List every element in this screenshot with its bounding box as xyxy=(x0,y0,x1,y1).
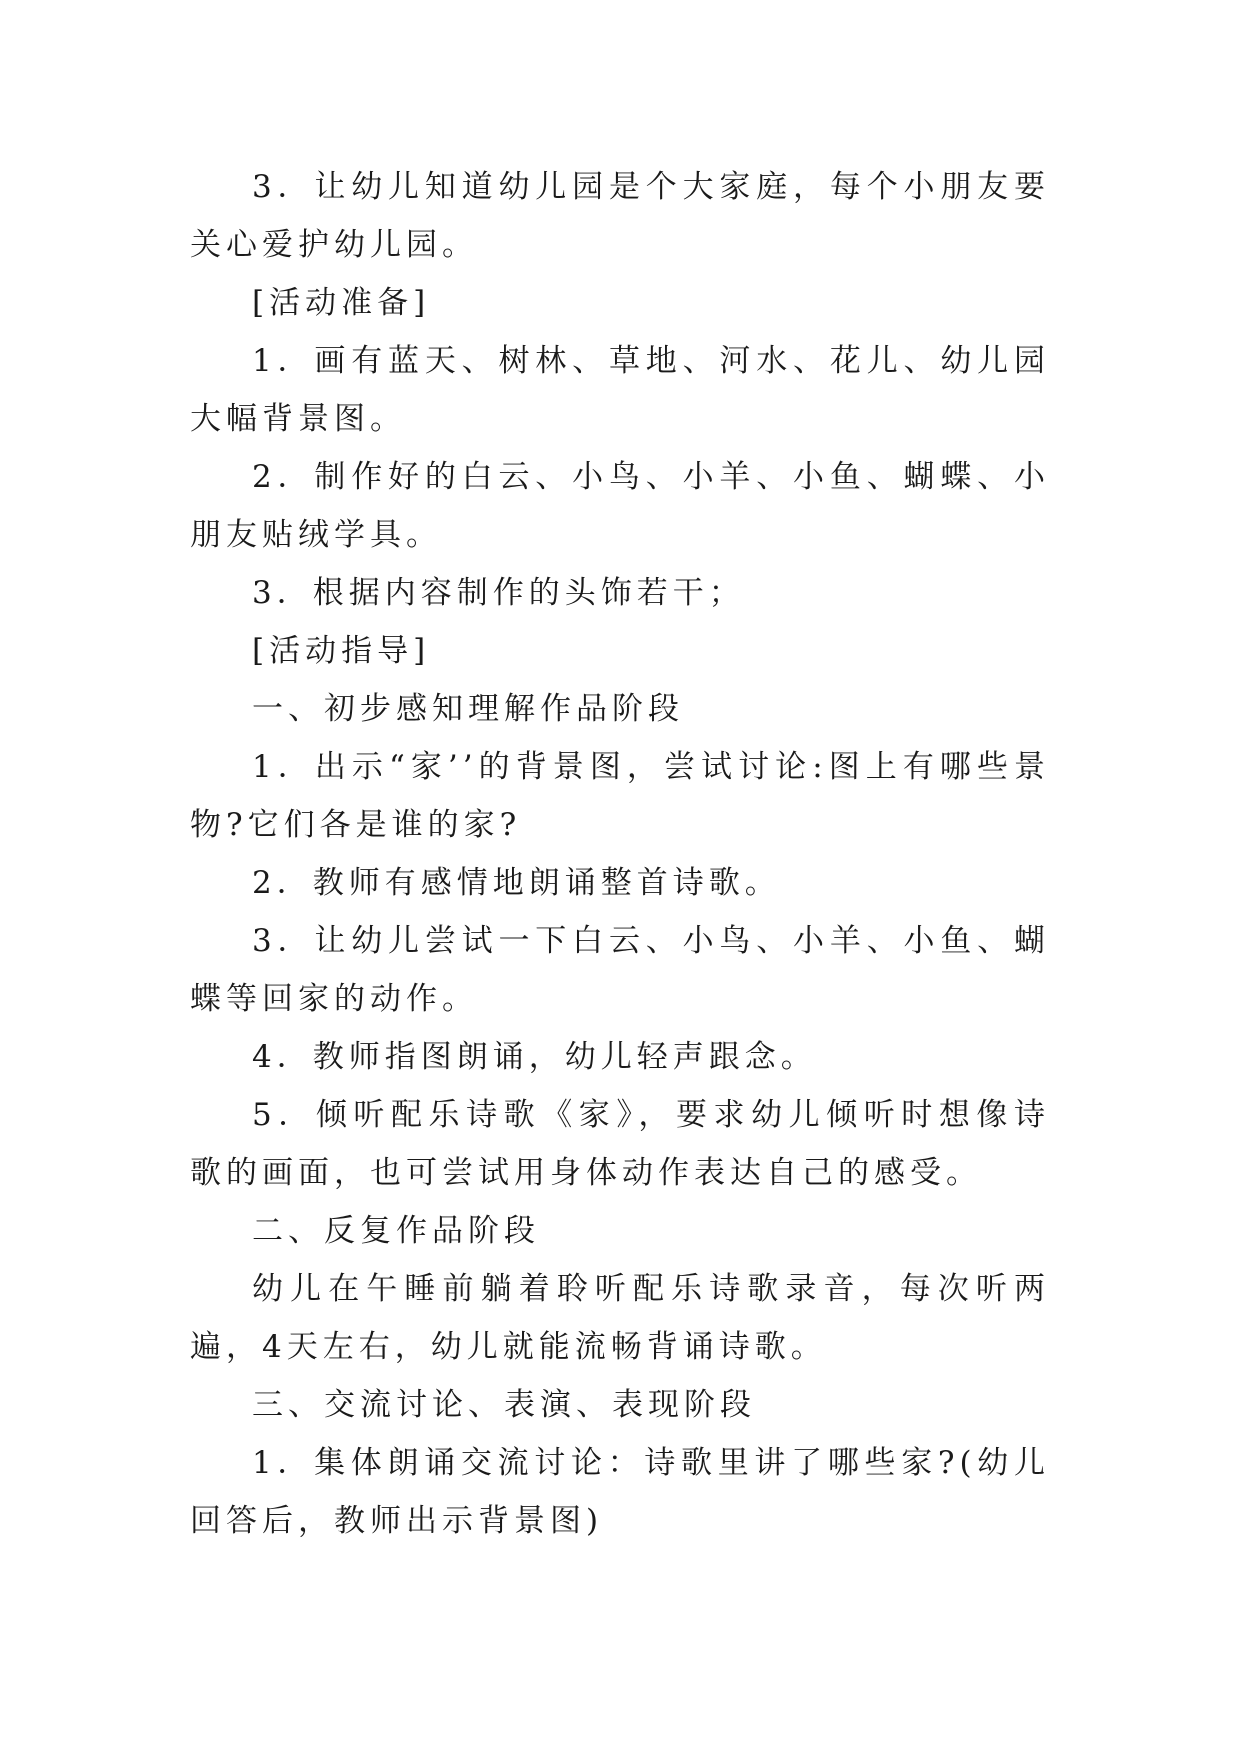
paragraph-goal-3: 3．让幼儿知道幼儿园是个大家庭，每个小朋友要关心爱护幼儿园。 xyxy=(190,169,1050,263)
paragraph-stage2-body: 幼儿在午睡前躺着聆听配乐诗歌录音，每次听两遍，4天左右，幼儿就能流畅背诵诗歌。 xyxy=(190,1271,1050,1365)
section-heading-guidance: [活动指导] xyxy=(252,633,431,669)
paragraph-preparation-1: 1．画有蓝天、树林、草地、河水、花儿、幼儿园大幅背景图。 xyxy=(190,343,1050,437)
paragraph-preparation-3: 3．根据内容制作的头饰若干； xyxy=(252,575,745,611)
paragraph-stage1-step-2: 2．教师有感情地朗诵整首诗歌。 xyxy=(252,865,781,901)
paragraph-stage1-step-5: 5．倾听配乐诗歌《家》，要求幼儿倾听时想像诗歌的画面，也可尝试用身体动作表达自己的感受。 xyxy=(190,1097,1050,1191)
document-body xyxy=(190,158,1050,1550)
stage-heading-3: 三、交流讨论、表演、表现阶段 xyxy=(252,1387,756,1423)
section-heading-preparation: [活动准备] xyxy=(252,285,431,321)
paragraph-preparation-2: 2．制作好的白云、小鸟、小羊、小鱼、蝴蝶、小朋友贴绒学具。 xyxy=(190,459,1050,553)
stage-heading-2: 二、反复作品阶段 xyxy=(252,1213,540,1249)
paragraph-stage1-step-4: 4．教师指图朗诵，幼儿轻声跟念。 xyxy=(252,1039,817,1075)
paragraph-stage1-step-1: 1．出示“家’’的背景图，尝试讨论:图上有哪些景物?它们各是谁的家? xyxy=(190,749,1050,843)
paragraph-stage3-step-1: 1．集体朗诵交流讨论：诗歌里讲了哪些家?(幼儿回答后，教师出示背景图) xyxy=(190,1445,1050,1539)
paragraph-stage1-step-3: 3．让幼儿尝试一下白云、小鸟、小羊、小鱼、蝴蝶等回家的动作。 xyxy=(190,923,1050,1017)
stage-heading-1: 一、初步感知理解作品阶段 xyxy=(252,691,684,727)
